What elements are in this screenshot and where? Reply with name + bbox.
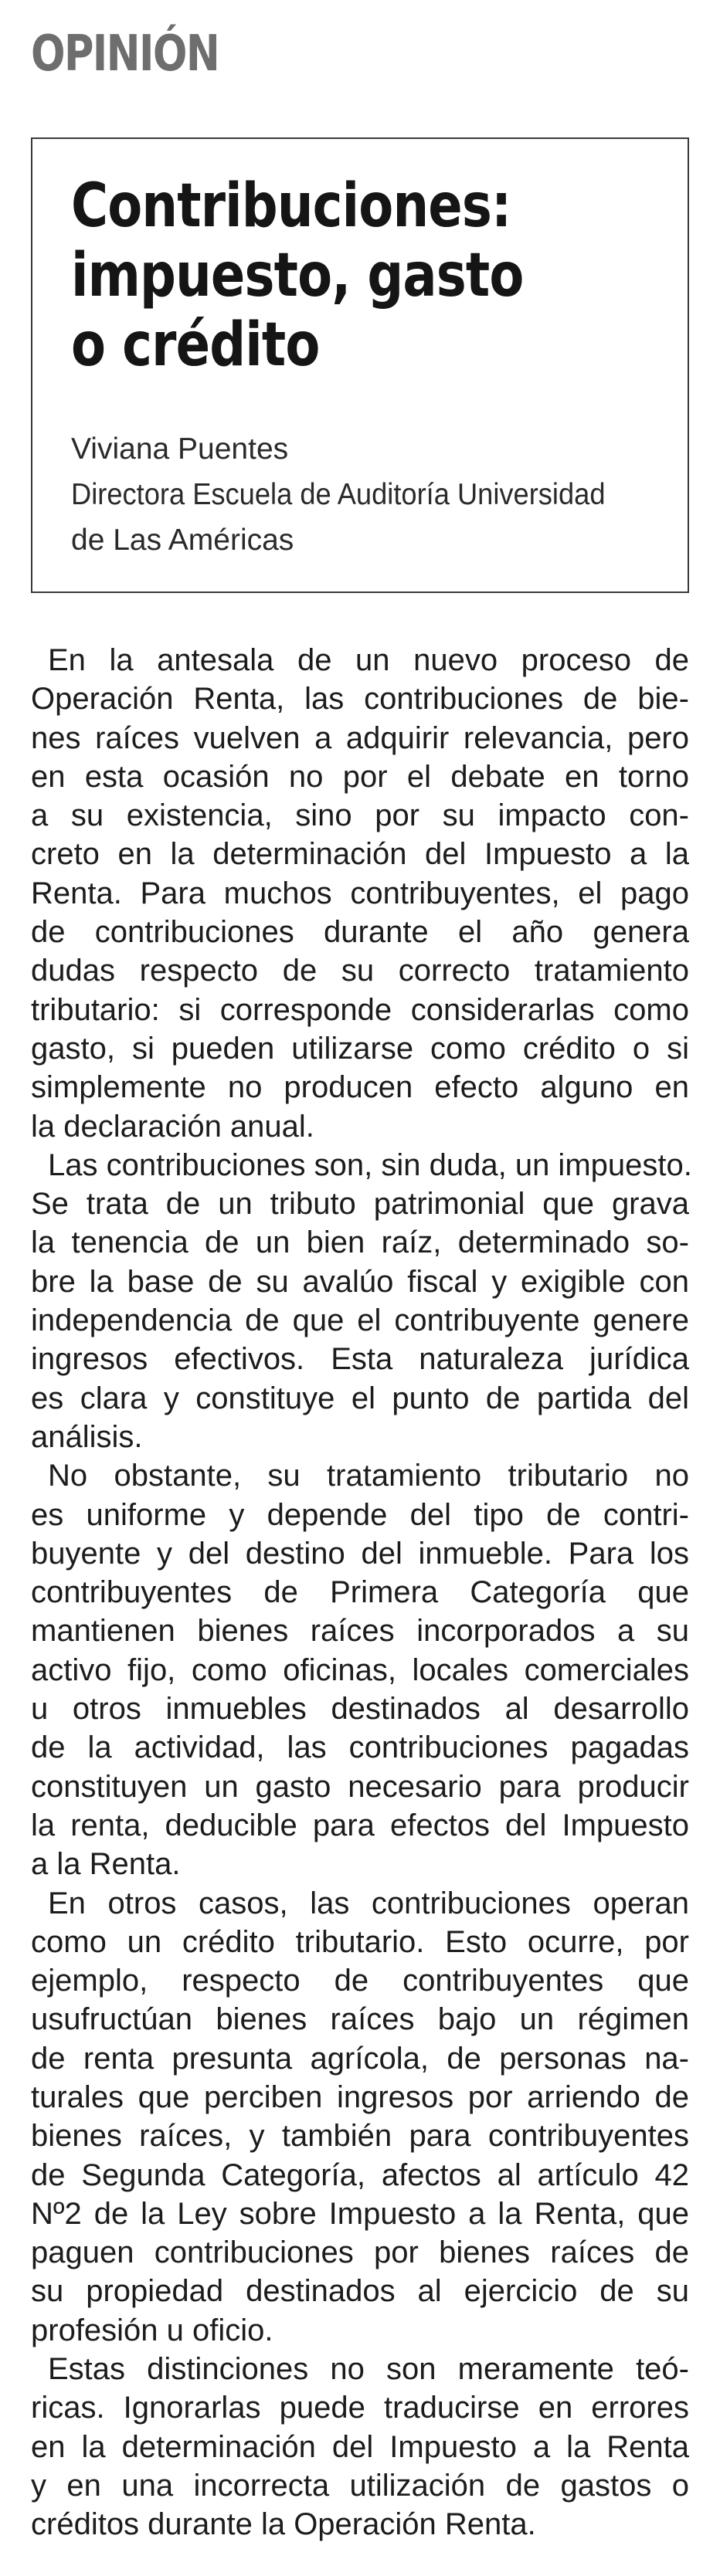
byline	[71, 426, 646, 563]
article-line: créditos durante la Operación Renta.	[31, 2507, 536, 2542]
article-line: de Segunda Categoría, afectos al artículo 42	[31, 2157, 689, 2192]
article-line: gasto, si pueden utilizarse como crédito o si	[31, 1031, 689, 1066]
article-line: u otros inmuebles destinados al desarrollo	[31, 1692, 689, 1727]
article-header-box	[31, 137, 689, 593]
article-line: de renta presunta agrícola, de personas na-	[31, 2041, 689, 2076]
article-line: profesión u oficio.	[31, 2313, 273, 2347]
article-line: Nº2 de la Ley sobre Impuesto a la Renta, que	[31, 2196, 689, 2231]
headline-line: Contribuciones:	[71, 171, 511, 241]
article-line: nes raíces vuelven a adquirir relevancia, pero	[31, 720, 689, 755]
article-line: de contribuciones durante el año genera	[31, 915, 689, 950]
article-line: a su existencia, sino por su impacto con-	[31, 798, 689, 833]
article-body	[31, 641, 692, 2544]
article-line: es uniforme y depende del tipo de contri-	[31, 1497, 689, 1532]
article-line: turales que perciben ingresos por arriendo de	[31, 2079, 689, 2114]
article-line: y en una incorrecta utilización de gastos o	[31, 2468, 689, 2503]
article-line: la declaración anual.	[31, 1109, 314, 1144]
article-line: Renta. Para muchos contribuyentes, el pago	[31, 876, 689, 910]
article-line: su propiedad destinados al ejercicio de su	[31, 2274, 689, 2309]
headline-line: o crédito	[71, 310, 320, 380]
article-line: ejemplo, respecto de contribuyentes que	[31, 1964, 689, 1998]
article-line: la tenencia de un bien raíz, determinado so-	[31, 1225, 689, 1260]
article-line: paguen contribuciones por bienes raíces de	[31, 2235, 689, 2270]
article-line: ingresos efectivos. Esta naturaleza jurídica	[31, 1342, 689, 1377]
article-line: tributario: si corresponde considerarlas como	[31, 992, 689, 1027]
article-line: Operación Renta, las contribuciones de bie-	[31, 682, 689, 717]
article-line: a la Renta.	[31, 1847, 181, 1882]
article-line: En otros casos, las contribuciones operan	[48, 1886, 689, 1920]
article-line: de la actividad, las contribuciones pagadas	[31, 1730, 689, 1765]
article-line: en esta ocasión no por el debate en torno	[31, 759, 689, 794]
article-line: en la determinación del Impuesto a la Renta	[31, 2429, 689, 2464]
article-line: análisis.	[31, 1419, 143, 1454]
article-line: Se trata de un tributo patrimonial que grava	[31, 1187, 689, 1222]
article-line: Estas distinciones no son meramente teó-	[48, 2352, 689, 2387]
article-line: En la antesala de un nuevo proceso de	[48, 643, 689, 677]
article-line: simplemente no producen efecto alguno en	[31, 1070, 689, 1105]
author-name: Viviana Puentes	[71, 432, 289, 466]
author-role-line: Directora Escuela de Auditoría Universidad	[71, 478, 606, 511]
author-role-line: de Las Américas	[71, 524, 294, 557]
article-line: No obstante, su tratamiento tributario no	[48, 1459, 689, 1493]
article-line: la renta, deducible para efectos del Impuesto	[31, 1808, 689, 1842]
article-line: usufructúan bienes raíces bajo un régimen	[31, 2002, 689, 2037]
article-line: dudas respecto de su correcto tratamiento	[31, 954, 689, 988]
article-line: como un crédito tributario. Esto ocurre, por	[31, 1924, 689, 1959]
article-line: contribuyentes de Primera Categoría que	[31, 1575, 689, 1610]
article-line: activo fijo, como oficinas, locales comerciales	[31, 1652, 689, 1687]
article-line: buyente y del destino del inmueble. Para los	[31, 1536, 689, 1571]
article-line: constituyen un gasto necesario para producir	[31, 1769, 689, 1804]
article-line: mantienen bienes raíces incorporados a su	[31, 1614, 689, 1649]
article-line: independencia de que el contribuyente genere	[31, 1303, 689, 1338]
article-line: bienes raíces, y también para contribuyentes	[31, 2119, 689, 2154]
headline	[71, 171, 642, 380]
article-line: Las contribuciones son, sin duda, un impuesto.	[48, 1147, 692, 1182]
article-line: bre la base de su avalúo fiscal y exigible con	[31, 1264, 689, 1299]
section-label: OPINIÓN	[31, 25, 219, 83]
article-line: ricas. Ignorarlas puede traducirse en errores	[31, 2391, 689, 2425]
headline-line: impuesto, gasto	[71, 241, 524, 310]
article-line: creto en la determinación del Impuesto a la	[31, 837, 689, 872]
article-line: es clara y constituye el punto de partida del	[31, 1381, 689, 1415]
